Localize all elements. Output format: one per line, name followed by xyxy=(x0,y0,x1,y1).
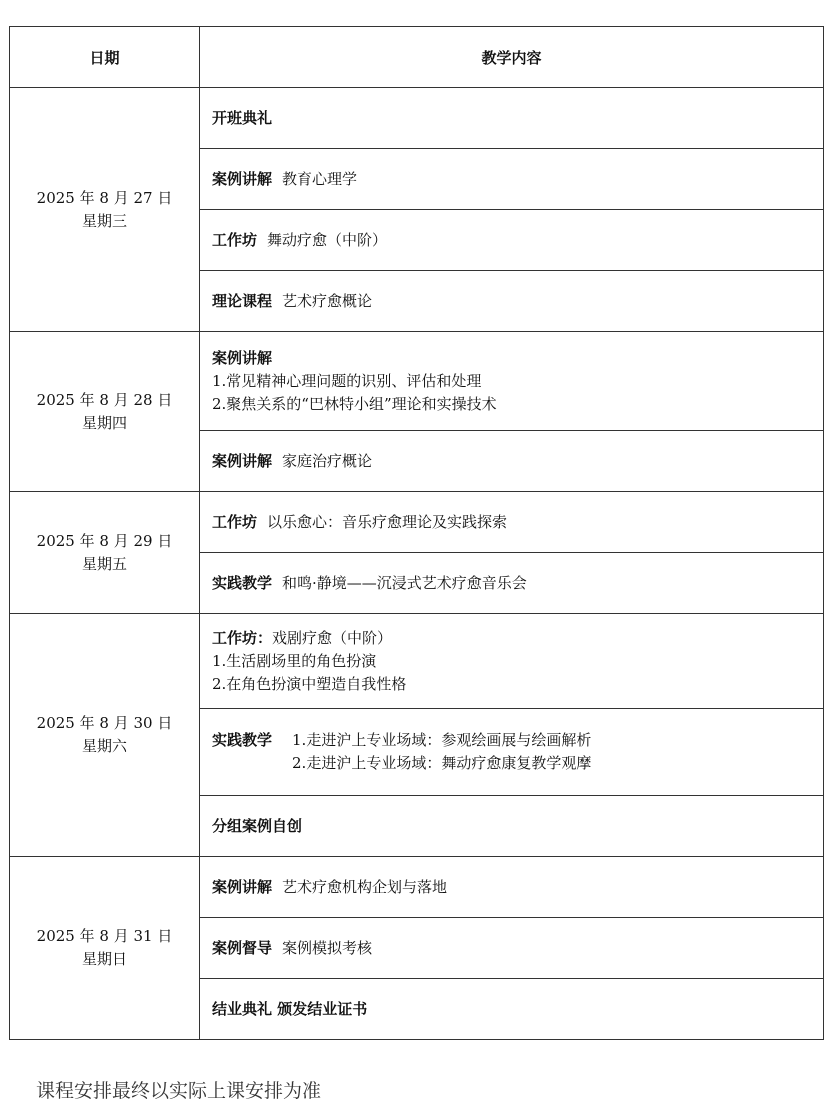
session-label: 理论课程 xyxy=(212,291,273,310)
session-text: 舞动疗愈（中阶） xyxy=(267,230,388,249)
session-text: 以乐愈心：音乐疗愈理论及实践探索 xyxy=(267,512,508,531)
weekday-text: 星期三 xyxy=(81,211,127,230)
session-label: 案例讲解 xyxy=(212,877,273,896)
date-text: 2025 年 8 月 30 日 xyxy=(36,714,173,732)
session-cell xyxy=(200,857,824,918)
date-text: 2025 年 8 月 31 日 xyxy=(36,927,173,945)
session-cell xyxy=(200,979,824,1040)
session-text: 家庭治疗概论 xyxy=(282,451,373,470)
date-text: 2025 年 8 月 28 日 xyxy=(36,390,173,409)
session-cell xyxy=(200,210,824,271)
table-row xyxy=(10,88,824,149)
table-row xyxy=(10,492,824,553)
weekday-text: 星期日 xyxy=(81,950,127,968)
date-cell xyxy=(10,492,200,614)
session-text: 戏剧疗愈（中阶） xyxy=(272,628,393,647)
session-cell xyxy=(200,614,824,709)
session-label: 实践教学 xyxy=(212,573,273,592)
session-label: 案例讲解 xyxy=(212,348,273,367)
content-column-header: 教学内容 xyxy=(200,27,824,88)
session-cell xyxy=(200,149,824,210)
date-cell xyxy=(10,332,200,492)
session-cell xyxy=(200,553,824,614)
table-row xyxy=(10,614,824,709)
session-cell xyxy=(200,88,824,149)
session-cell xyxy=(200,271,824,332)
session-cell xyxy=(200,709,824,796)
footer-note: 课程安排最终以实际上课安排为准 xyxy=(36,1080,322,1102)
session-label: 案例讲解 xyxy=(212,451,273,470)
session-cell xyxy=(200,796,824,857)
session-label: 结业典礼 颁发结业证书 xyxy=(212,999,368,1018)
session-line: 2.聚焦关系的“巴林特小组”理论和实操技术 xyxy=(212,394,497,413)
weekday-text: 星期四 xyxy=(81,413,127,432)
session-text: 艺术疗愈概论 xyxy=(282,291,373,310)
date-cell xyxy=(10,614,200,857)
session-line: 1.走进沪上专业场域：参观绘画展与绘画解析 xyxy=(292,731,592,749)
session-label: 工作坊 xyxy=(212,230,258,249)
session-text: 案例模拟考核 xyxy=(282,938,373,957)
date-column-header: 日期 xyxy=(10,27,200,88)
session-label: 工作坊 xyxy=(212,512,258,531)
session-line: 1.常见精神心理问题的识别、评估和处理 xyxy=(212,371,482,390)
weekday-text: 星期六 xyxy=(81,737,127,755)
session-label: 案例督导 xyxy=(212,938,273,957)
table-row xyxy=(10,857,824,918)
session-label: 实践教学 xyxy=(212,731,273,749)
table-row xyxy=(10,332,824,431)
session-line: 1.生活剧场里的角色扮演 xyxy=(212,651,377,670)
session-label: 案例讲解 xyxy=(212,169,273,188)
session-text: 艺术疗愈机构企划与落地 xyxy=(282,877,448,896)
header-row xyxy=(10,27,824,88)
session-label: 开班典礼 xyxy=(212,108,273,127)
date-text: 2025 年 8 月 27 日 xyxy=(36,188,173,207)
schedule-table xyxy=(9,26,824,1040)
session-line: 2.走进沪上专业场域：舞动疗愈康复教学观摩 xyxy=(292,754,592,772)
session-text: 和鸣·静境——沉浸式艺术疗愈音乐会 xyxy=(282,573,527,592)
session-cell xyxy=(200,431,824,492)
session-cell xyxy=(200,332,824,431)
date-cell xyxy=(10,88,200,332)
session-line: 2.在角色扮演中塑造自我性格 xyxy=(212,674,407,693)
date-cell xyxy=(10,857,200,1040)
session-label: 分组案例自创 xyxy=(212,816,303,835)
session-label: 工作坊： xyxy=(212,628,273,647)
session-cell xyxy=(200,492,824,553)
session-text: 教育心理学 xyxy=(282,169,358,188)
date-text: 2025 年 8 月 29 日 xyxy=(36,531,173,550)
session-cell xyxy=(200,918,824,979)
weekday-text: 星期五 xyxy=(81,554,127,573)
